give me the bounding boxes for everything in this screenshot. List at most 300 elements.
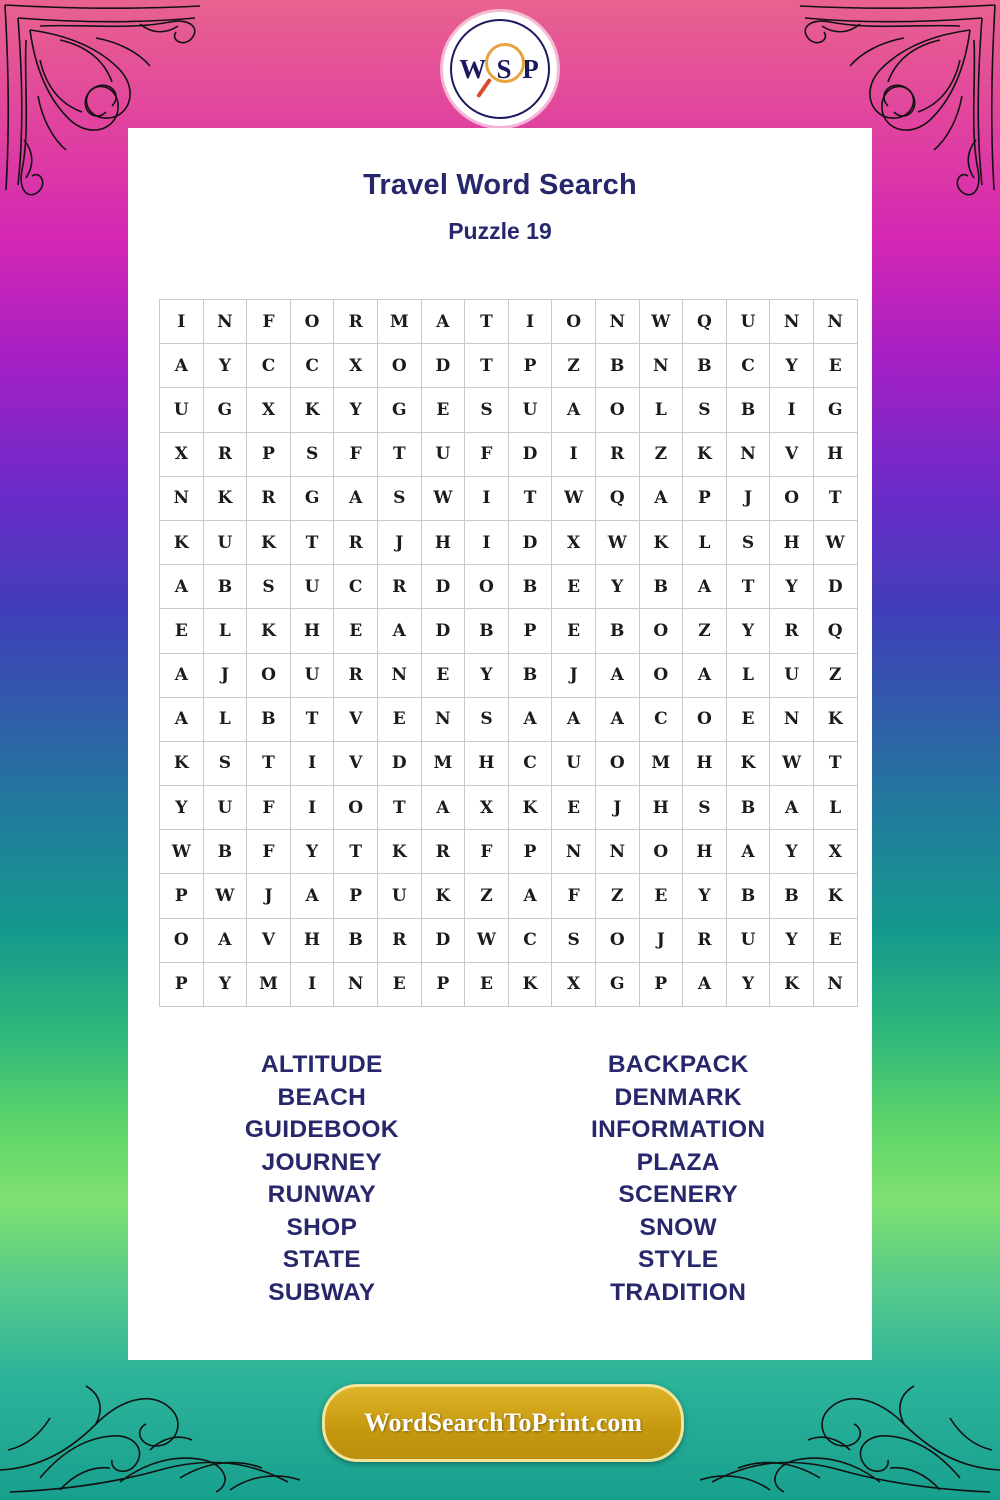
letter-cell[interactable]: Y xyxy=(770,344,814,388)
letter-cell[interactable]: E xyxy=(813,918,857,962)
letter-cell[interactable]: R xyxy=(377,918,421,962)
letter-cell[interactable]: R xyxy=(683,918,727,962)
letter-cell[interactable]: H xyxy=(813,432,857,476)
letter-cell[interactable]: D xyxy=(508,432,552,476)
letter-grid-row xyxy=(160,432,858,476)
letter-grid-row xyxy=(160,741,858,785)
letter-cell[interactable]: D xyxy=(421,918,465,962)
letter-cell[interactable]: N xyxy=(595,830,639,874)
letter-grid-row xyxy=(160,786,858,830)
letter-cell[interactable]: B xyxy=(683,344,727,388)
letter-cell[interactable]: H xyxy=(465,741,509,785)
letter-cell[interactable]: W xyxy=(639,300,683,344)
letter-cell[interactable]: S xyxy=(203,741,247,785)
letter-cell[interactable]: B xyxy=(465,609,509,653)
letter-cell[interactable]: E xyxy=(421,653,465,697)
letter-cell[interactable]: K xyxy=(813,697,857,741)
letter-cell[interactable]: O xyxy=(334,786,378,830)
letter-cell[interactable]: Y xyxy=(726,609,770,653)
letter-cell[interactable]: E xyxy=(639,874,683,918)
letter-cell[interactable]: R xyxy=(770,609,814,653)
letter-cell[interactable]: W xyxy=(595,520,639,564)
letter-cell[interactable]: E xyxy=(377,962,421,1006)
letter-cell[interactable]: R xyxy=(595,432,639,476)
logo-letters: W S P xyxy=(459,53,541,84)
letter-cell[interactable]: J xyxy=(247,874,291,918)
letter-cell[interactable]: C xyxy=(247,344,291,388)
letter-cell[interactable]: T xyxy=(465,300,509,344)
letter-cell[interactable]: C xyxy=(639,697,683,741)
letter-cell[interactable]: O xyxy=(639,609,683,653)
letter-cell[interactable]: E xyxy=(552,565,596,609)
magnifier-icon xyxy=(485,43,525,83)
letter-cell[interactable]: A xyxy=(552,388,596,432)
letter-cell[interactable]: O xyxy=(770,476,814,520)
letter-cell[interactable]: B xyxy=(595,609,639,653)
letter-cell[interactable]: K xyxy=(508,786,552,830)
letter-cell[interactable]: T xyxy=(290,520,334,564)
letter-cell[interactable]: H xyxy=(290,918,334,962)
letter-cell[interactable]: S xyxy=(683,786,727,830)
letter-cell[interactable]: S xyxy=(247,565,291,609)
letter-cell[interactable]: F xyxy=(247,830,291,874)
letter-cell[interactable]: A xyxy=(683,962,727,1006)
letter-cell[interactable]: W xyxy=(465,918,509,962)
letter-cell[interactable]: K xyxy=(421,874,465,918)
letter-cell[interactable]: D xyxy=(421,344,465,388)
letter-cell[interactable]: A xyxy=(160,653,204,697)
letter-cell[interactable]: O xyxy=(595,741,639,785)
letter-cell[interactable]: D xyxy=(421,609,465,653)
letter-cell[interactable]: D xyxy=(508,520,552,564)
letter-cell[interactable]: G xyxy=(203,388,247,432)
letter-cell[interactable]: W xyxy=(813,520,857,564)
letter-cell[interactable]: V xyxy=(334,741,378,785)
letter-cell[interactable]: K xyxy=(203,476,247,520)
letter-cell[interactable]: Z xyxy=(639,432,683,476)
letter-cell[interactable]: T xyxy=(377,432,421,476)
letter-grid-row xyxy=(160,565,858,609)
letter-cell[interactable]: X xyxy=(334,344,378,388)
letter-cell[interactable]: N xyxy=(770,697,814,741)
letter-cell[interactable]: K xyxy=(160,741,204,785)
letter-cell[interactable]: Q xyxy=(813,609,857,653)
word-list-item[interactable]: SHOP xyxy=(286,1213,358,1241)
letter-cell[interactable]: P xyxy=(639,962,683,1006)
letter-cell[interactable]: C xyxy=(334,565,378,609)
letter-cell[interactable]: O xyxy=(639,830,683,874)
letter-cell[interactable]: N xyxy=(160,476,204,520)
letter-cell[interactable]: G xyxy=(290,476,334,520)
letter-cell[interactable]: R xyxy=(377,565,421,609)
puzzle-subtitle: Puzzle 19 xyxy=(448,218,552,244)
letter-cell[interactable]: B xyxy=(334,918,378,962)
letter-cell[interactable]: I xyxy=(508,300,552,344)
letter-cell[interactable]: A xyxy=(726,830,770,874)
letter-cell[interactable]: D xyxy=(421,565,465,609)
letter-cell[interactable]: T xyxy=(247,741,291,785)
letter-cell[interactable]: K xyxy=(508,962,552,1006)
letter-cell[interactable]: B xyxy=(595,344,639,388)
letter-cell[interactable]: Y xyxy=(160,786,204,830)
letter-cell[interactable]: M xyxy=(377,300,421,344)
letter-cell[interactable]: Q xyxy=(683,300,727,344)
letter-cell[interactable]: J xyxy=(377,520,421,564)
letter-cell[interactable]: J xyxy=(552,653,596,697)
letter-cell[interactable]: K xyxy=(813,874,857,918)
letter-grid-row xyxy=(160,874,858,918)
letter-cell[interactable]: U xyxy=(203,786,247,830)
letter-cell[interactable]: O xyxy=(683,697,727,741)
letter-cell[interactable]: J xyxy=(203,653,247,697)
word-list-column-right xyxy=(526,1049,830,1310)
letter-cell[interactable]: U xyxy=(377,874,421,918)
letter-cell[interactable]: C xyxy=(508,918,552,962)
letter-cell[interactable]: L xyxy=(639,388,683,432)
word-list-item[interactable]: ALTITUDE xyxy=(260,1051,383,1078)
letter-cell[interactable]: S xyxy=(465,697,509,741)
letter-cell[interactable]: N xyxy=(421,697,465,741)
letter-cell[interactable]: U xyxy=(290,653,334,697)
letter-cell[interactable]: F xyxy=(465,432,509,476)
letter-cell[interactable]: N xyxy=(813,962,857,1006)
letter-cell[interactable]: M xyxy=(639,741,683,785)
word-list-item[interactable]: GUIDEBOOK xyxy=(244,1116,399,1144)
letter-cell[interactable]: Z xyxy=(552,344,596,388)
letter-cell[interactable]: D xyxy=(377,741,421,785)
letter-cell[interactable]: O xyxy=(377,344,421,388)
letter-cell[interactable]: M xyxy=(247,962,291,1006)
letter-cell[interactable]: W xyxy=(770,741,814,785)
letter-cell[interactable]: V xyxy=(770,432,814,476)
letter-cell[interactable]: H xyxy=(770,520,814,564)
letter-cell[interactable]: U xyxy=(508,388,552,432)
letter-cell[interactable]: P xyxy=(508,830,552,874)
puzzle-sheet xyxy=(128,128,872,1360)
letter-cell[interactable]: A xyxy=(595,697,639,741)
letter-cell[interactable]: R xyxy=(334,300,378,344)
letter-cell[interactable]: X xyxy=(247,388,291,432)
letter-cell[interactable]: A xyxy=(683,565,727,609)
letter-cell[interactable]: Y xyxy=(770,918,814,962)
letter-cell[interactable]: A xyxy=(770,786,814,830)
word-list-item[interactable]: STYLE xyxy=(637,1246,719,1274)
letter-cell[interactable]: S xyxy=(552,918,596,962)
letter-cell[interactable]: I xyxy=(160,300,204,344)
letter-cell[interactable]: A xyxy=(552,697,596,741)
letter-cell[interactable]: H xyxy=(683,741,727,785)
letter-cell[interactable]: T xyxy=(334,830,378,874)
letter-cell[interactable]: I xyxy=(465,476,509,520)
letter-cell[interactable]: I xyxy=(465,520,509,564)
letter-cell[interactable]: X xyxy=(813,830,857,874)
letter-cell[interactable]: G xyxy=(813,388,857,432)
letter-cell[interactable]: N xyxy=(552,830,596,874)
letter-cell[interactable]: I xyxy=(770,388,814,432)
letter-cell[interactable]: U xyxy=(160,388,204,432)
letter-cell[interactable]: A xyxy=(508,697,552,741)
letter-cell[interactable]: V xyxy=(334,697,378,741)
letter-cell[interactable]: K xyxy=(160,520,204,564)
letter-cell[interactable]: S xyxy=(683,388,727,432)
letter-cell[interactable]: Y xyxy=(595,565,639,609)
letter-cell[interactable]: B xyxy=(770,874,814,918)
letter-cell[interactable]: B xyxy=(726,388,770,432)
letter-cell[interactable]: B xyxy=(203,830,247,874)
letter-cell[interactable]: O xyxy=(160,918,204,962)
word-list-item[interactable]: SUBWAY xyxy=(268,1279,376,1307)
word-list-item[interactable]: BACKPACK xyxy=(607,1051,749,1078)
letter-cell[interactable]: B xyxy=(203,565,247,609)
letter-cell[interactable]: U xyxy=(726,300,770,344)
letter-cell[interactable]: B xyxy=(508,653,552,697)
letter-cell[interactable]: A xyxy=(639,476,683,520)
letter-cell[interactable]: W xyxy=(552,476,596,520)
letter-cell[interactable]: S xyxy=(465,388,509,432)
letter-cell[interactable]: S xyxy=(726,520,770,564)
letter-cell[interactable]: U xyxy=(290,565,334,609)
letter-cell[interactable]: T xyxy=(465,344,509,388)
corner-flourish-bottom-right-icon xyxy=(670,1350,1000,1500)
letter-cell[interactable]: N xyxy=(595,300,639,344)
letter-cell[interactable]: T xyxy=(726,565,770,609)
word-list-item[interactable]: JOURNEY xyxy=(261,1148,383,1176)
word-list-item[interactable]: SCENERY xyxy=(618,1181,739,1209)
letter-grid-row xyxy=(160,300,858,344)
letter-cell[interactable]: Y xyxy=(770,565,814,609)
letter-cell[interactable]: B xyxy=(726,874,770,918)
letter-grid-row xyxy=(160,609,858,653)
letter-cell[interactable]: F xyxy=(247,786,291,830)
letter-cell[interactable]: H xyxy=(639,786,683,830)
letter-cell[interactable]: K xyxy=(247,520,291,564)
letter-cell[interactable]: N xyxy=(813,300,857,344)
word-list-column-left xyxy=(170,1049,474,1310)
letter-cell[interactable]: K xyxy=(726,741,770,785)
letter-cell[interactable]: E xyxy=(334,609,378,653)
letter-cell[interactable]: F xyxy=(552,874,596,918)
letter-cell[interactable]: B xyxy=(639,565,683,609)
letter-cell[interactable]: C xyxy=(508,741,552,785)
letter-cell[interactable]: K xyxy=(377,830,421,874)
letter-cell[interactable]: N xyxy=(639,344,683,388)
logo-circle xyxy=(450,19,550,119)
letter-cell[interactable]: T xyxy=(290,697,334,741)
letter-cell[interactable]: I xyxy=(290,962,334,1006)
site-logo xyxy=(443,12,557,126)
letter-cell[interactable]: J xyxy=(639,918,683,962)
letter-cell[interactable]: J xyxy=(595,786,639,830)
letter-cell[interactable]: O xyxy=(639,653,683,697)
word-list-item[interactable]: DENMARK xyxy=(614,1083,742,1111)
letter-cell[interactable]: U xyxy=(552,741,596,785)
letter-cell[interactable]: H xyxy=(683,830,727,874)
letter-cell[interactable]: Z xyxy=(595,874,639,918)
letter-cell[interactable]: A xyxy=(290,874,334,918)
letter-cell[interactable]: N xyxy=(203,300,247,344)
letter-cell[interactable]: E xyxy=(377,697,421,741)
letter-cell[interactable]: A xyxy=(160,697,204,741)
letter-cell[interactable]: X xyxy=(465,786,509,830)
letter-cell[interactable]: P xyxy=(508,609,552,653)
letter-cell[interactable]: H xyxy=(421,520,465,564)
letter-cell[interactable]: U xyxy=(770,653,814,697)
letter-cell[interactable]: A xyxy=(160,344,204,388)
letter-cell[interactable]: L xyxy=(813,786,857,830)
letter-cell[interactable]: N xyxy=(770,300,814,344)
letter-cell[interactable]: T xyxy=(508,476,552,520)
letter-cell[interactable]: A xyxy=(421,300,465,344)
letter-cell[interactable]: F xyxy=(247,300,291,344)
letter-cell[interactable]: A xyxy=(508,874,552,918)
letter-grid-row xyxy=(160,388,858,432)
letter-cell[interactable]: F xyxy=(465,830,509,874)
website-button[interactable] xyxy=(322,1384,684,1462)
letter-cell[interactable]: L xyxy=(203,697,247,741)
letter-cell[interactable]: A xyxy=(203,918,247,962)
letter-cell[interactable]: P xyxy=(247,432,291,476)
letter-cell[interactable]: E xyxy=(552,609,596,653)
letter-cell[interactable]: Y xyxy=(203,962,247,1006)
letter-cell[interactable]: Z xyxy=(813,653,857,697)
letter-cell[interactable]: M xyxy=(421,741,465,785)
letter-cell[interactable]: N xyxy=(726,432,770,476)
letter-cell[interactable]: R xyxy=(203,432,247,476)
letter-cell[interactable]: N xyxy=(334,962,378,1006)
letter-grid-row xyxy=(160,918,858,962)
letter-cell[interactable]: Y xyxy=(683,874,727,918)
corner-flourish-bottom-left-icon xyxy=(0,1350,330,1500)
letter-cell[interactable]: Y xyxy=(465,653,509,697)
letter-cell[interactable]: I xyxy=(290,741,334,785)
letter-cell[interactable]: O xyxy=(595,388,639,432)
letter-cell[interactable]: R xyxy=(421,830,465,874)
word-list-item[interactable]: SNOW xyxy=(639,1213,717,1241)
letter-cell[interactable]: X xyxy=(552,962,596,1006)
letter-grid-row xyxy=(160,697,858,741)
letter-cell[interactable]: U xyxy=(726,918,770,962)
letter-cell[interactable]: Y xyxy=(203,344,247,388)
letter-cell[interactable]: V xyxy=(247,918,291,962)
letter-cell[interactable]: A xyxy=(377,609,421,653)
letter-cell[interactable]: X xyxy=(552,520,596,564)
letter-cell[interactable]: E xyxy=(421,388,465,432)
letter-cell[interactable]: R xyxy=(334,520,378,564)
letter-cell[interactable]: T xyxy=(813,476,857,520)
letter-cell[interactable]: O xyxy=(290,300,334,344)
letter-cell[interactable]: E xyxy=(465,962,509,1006)
word-list-item[interactable]: PLAZA xyxy=(636,1148,720,1176)
letter-cell[interactable]: Y xyxy=(726,962,770,1006)
word-search-grid xyxy=(159,299,845,1007)
letter-cell[interactable]: W xyxy=(421,476,465,520)
letter-cell[interactable]: Y xyxy=(334,388,378,432)
letter-cell[interactable]: K xyxy=(639,520,683,564)
letter-cell[interactable]: I xyxy=(552,432,596,476)
letter-cell[interactable]: P xyxy=(421,962,465,1006)
letter-cell[interactable]: K xyxy=(683,432,727,476)
letter-cell[interactable]: Y xyxy=(770,830,814,874)
letter-cell[interactable]: K xyxy=(770,962,814,1006)
letter-cell[interactable]: T xyxy=(813,741,857,785)
letter-cell[interactable]: O xyxy=(552,300,596,344)
letter-cell[interactable]: S xyxy=(290,432,334,476)
letter-cell[interactable]: E xyxy=(813,344,857,388)
letter-cell[interactable]: B xyxy=(247,697,291,741)
letter-cell[interactable]: H xyxy=(290,609,334,653)
letter-cell[interactable]: W xyxy=(160,830,204,874)
letter-grid-row xyxy=(160,962,858,1006)
letter-cell[interactable]: P xyxy=(508,344,552,388)
word-list-item[interactable]: INFORMATION xyxy=(591,1116,766,1144)
letter-cell[interactable]: B xyxy=(726,786,770,830)
letter-cell[interactable]: E xyxy=(726,697,770,741)
letter-cell[interactable]: U xyxy=(203,520,247,564)
letter-cell[interactable]: K xyxy=(290,388,334,432)
letter-cell[interactable]: Q xyxy=(595,476,639,520)
letter-cell[interactable]: Z xyxy=(683,609,727,653)
letter-cell[interactable]: G xyxy=(595,962,639,1006)
letter-cell[interactable]: Z xyxy=(465,874,509,918)
letter-cell[interactable]: P xyxy=(334,874,378,918)
letter-cell[interactable]: B xyxy=(508,565,552,609)
letter-cell[interactable]: O xyxy=(247,653,291,697)
letter-cell[interactable]: P xyxy=(683,476,727,520)
letter-cell[interactable]: I xyxy=(290,786,334,830)
website-button-label: WordSearchToPrint.com xyxy=(363,1408,643,1437)
letter-cell[interactable]: O xyxy=(595,918,639,962)
letter-cell[interactable]: P xyxy=(160,962,204,1006)
letter-cell[interactable]: L xyxy=(726,653,770,697)
letter-cell[interactable]: R xyxy=(247,476,291,520)
letter-cell[interactable]: C xyxy=(290,344,334,388)
letter-grid-row xyxy=(160,476,858,520)
letter-cell[interactable]: X xyxy=(160,432,204,476)
letter-cell[interactable]: R xyxy=(334,653,378,697)
word-list-item[interactable]: STATE xyxy=(282,1246,361,1274)
word-list xyxy=(170,1049,830,1310)
letter-cell[interactable]: J xyxy=(726,476,770,520)
letter-cell[interactable]: L xyxy=(203,609,247,653)
letter-cell[interactable]: E xyxy=(552,786,596,830)
word-list-item[interactable]: BEACH xyxy=(277,1083,367,1111)
letter-cell[interactable]: O xyxy=(465,565,509,609)
letter-cell[interactable]: N xyxy=(377,653,421,697)
word-list-item[interactable]: RUNWAY xyxy=(267,1181,377,1209)
page-title: Travel Word Search xyxy=(363,169,637,201)
letter-cell[interactable]: F xyxy=(334,432,378,476)
letter-cell[interactable]: C xyxy=(726,344,770,388)
letter-cell[interactable]: G xyxy=(377,388,421,432)
letter-cell[interactable]: A xyxy=(160,565,204,609)
letter-cell[interactable]: A xyxy=(595,653,639,697)
letter-cell[interactable]: K xyxy=(247,609,291,653)
letter-grid-table xyxy=(159,299,858,1007)
letter-cell[interactable]: A xyxy=(421,786,465,830)
letter-cell[interactable]: L xyxy=(683,520,727,564)
letter-cell[interactable]: T xyxy=(377,786,421,830)
letter-cell[interactable]: A xyxy=(683,653,727,697)
letter-cell[interactable]: U xyxy=(421,432,465,476)
letter-cell[interactable]: A xyxy=(334,476,378,520)
letter-cell[interactable]: S xyxy=(377,476,421,520)
letter-cell[interactable]: Y xyxy=(290,830,334,874)
letter-cell[interactable]: W xyxy=(203,874,247,918)
letter-cell[interactable]: E xyxy=(160,609,204,653)
letter-cell[interactable]: D xyxy=(813,565,857,609)
word-list-item[interactable]: TRADITION xyxy=(610,1279,747,1307)
letter-cell[interactable]: P xyxy=(160,874,204,918)
